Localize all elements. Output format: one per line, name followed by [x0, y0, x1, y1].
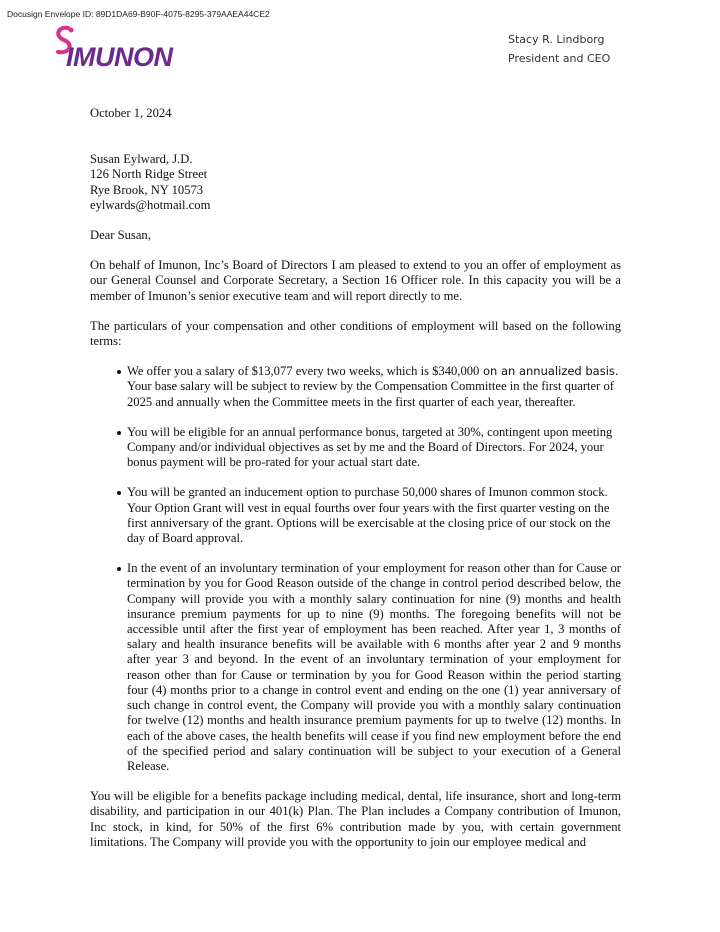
list-item [127, 364, 621, 410]
term-salary-cont: Your base salary will be subject to review by the Compensation Committee in the first quarter of 2025 and annually when the Committee meets in the first quarter of each year, thereafter. [127, 379, 614, 409]
term-option-text: You will be granted an inducement option to purchase 50,000 shares of Imunon common stock. Your Option Grant will vest in equal fourths over four years with the first quarter vesting on the first anniversary of the grant. Options will be exercisable at the closing price of our stock on the day of Board approval. [127, 485, 611, 546]
executive-block [508, 30, 610, 68]
recipient-email: eylwards@hotmail.com [90, 197, 211, 212]
recipient-city: Rye Brook, NY 10573 [90, 182, 204, 197]
executive-title: President and CEO [508, 52, 611, 65]
term-bonus-text: You will be eligible for an annual performance bonus, targeted at 30%, contingent upon meeting Company and/or individual objectives as set by me and the Board of Directors. For 2024, your bonus payment will be pro-rated for your actual start date. [127, 424, 613, 470]
recipient-name: Susan Eylward, J.D. [90, 152, 193, 167]
list-item [127, 485, 621, 546]
terms-list [90, 364, 621, 774]
term-termination-text: In the event of an involuntary termination of your employment for reason other than for Cause or termination by you for Good Reason outside of the change in control period described below, the Company will provide you with a monthly salary continuation for nine (9) months and health insurance premium payments for up to nine (9) months. The foregoing benefits will not be accessible until after the first year of employment has been reached. After year 1, 3 months of salary and health insurance benefits will be available with 6 months after year 2 and 9 months after year 3 and beyond. In the event of an involuntary termination of your employment for reason other than for Cause or termination by you for Good Reason within the period starting four (4) months prior to a change in control event and ending on the one (1) year anniversary of such change in control event, the Company will provide you with a monthly salary continuation for twelve (12) months and health insurance premium payments for up to twelve (12) months. In each of the above cases, the health benefits will cease if you find new employment before the end of the specified period and salary continuation will be subject to your execution of a General Release. [127, 561, 621, 773]
envelope-id: Docusign Envelope ID: 89D1DA69-B90F-4075-8295-379AAEA44CE2 [7, 9, 270, 19]
term-salary-text: We offer you a salary of $13,077 every two weeks, which is $340,000 [127, 364, 480, 379]
recipient-address [90, 152, 621, 213]
list-item [127, 425, 621, 471]
benefits-paragraph: You will be eligible for a benefits package including medical, dental, life insurance, short and long-term disability, and participation in our 401(k) Plan. The Plan includes a Company contribution of Imunon, Inc stock, in kind, for 50% of the first 6% contribution made by you, with certain government limitations. The Company will provide you with the opportunity to join our employee medical and [90, 789, 621, 849]
company-logo [44, 24, 184, 74]
letter-date: October 1, 2024 [90, 106, 172, 120]
term-salary-tail: on an annualized basis. [479, 364, 619, 379]
recipient-street: 126 North Ridge Street [90, 167, 208, 182]
letter-body [90, 106, 621, 865]
particulars-paragraph: The particulars of your compensation and other conditions of employment will based on the following terms: [90, 318, 621, 349]
salutation: Dear Susan, [90, 228, 151, 243]
list-item [127, 561, 621, 774]
intro-paragraph: On behalf of Imunon, Inc’s Board of Directors I am pleased to extend to you an offer of employment as our General Counsel and Corporate Secretary, a Section 16 Officer role. In this capacity you will be a member of Imunon’s senior executive team and will report directly to me. [90, 258, 621, 303]
executive-name: Stacy R. Lindborg [508, 33, 605, 46]
logo-wordmark: IMUNON [66, 42, 173, 72]
